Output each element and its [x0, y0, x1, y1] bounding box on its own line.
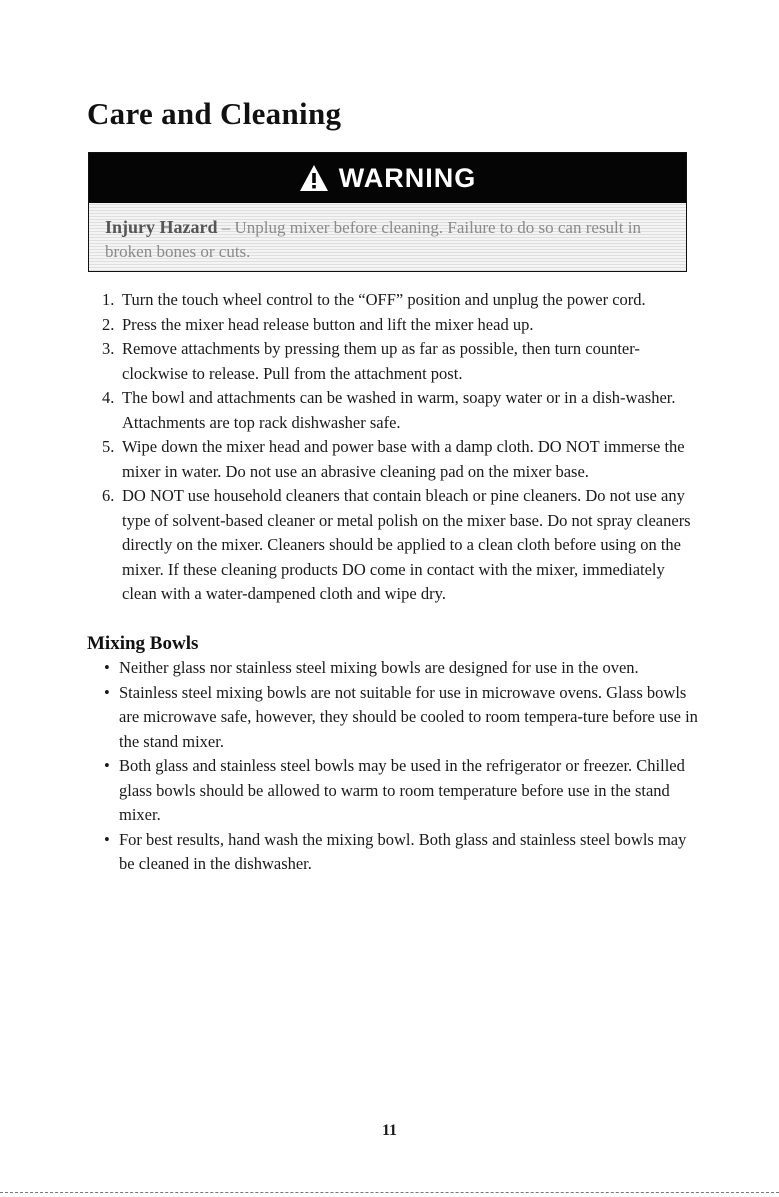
warning-body [89, 203, 686, 271]
bullet-text: Both glass and stainless steel bowls may be used in the refrigerator or freezer. Chilled glass bowls should be allowed to warm to room temperature before use in the stand mixer. [119, 756, 685, 824]
list-item [102, 435, 702, 484]
warning-text: – Unplug mixer before cleaning. Failure to do so can result in broken bones or cuts. [105, 218, 641, 261]
warning-box [88, 152, 687, 272]
list-item [102, 484, 702, 607]
list-item [102, 386, 702, 435]
bullet-text: Stainless steel mixing bowls are not suitable for use in microwave ovens. Glass bowls are microwave safe, however, they should be cooled to room tempera-ture before use in the stand mixer. [119, 682, 698, 751]
mixing-bowls-list [102, 656, 702, 877]
step-number: 4. [102, 388, 115, 407]
mixing-bowls-heading: Mixing Bowls [87, 633, 199, 654]
bullet-icon: • [104, 756, 110, 775]
step-number: 3. [102, 339, 115, 358]
bullet-icon: • [104, 829, 110, 849]
bullet-text: For best results, hand wash the mixing bowl. Both glass and stainless steel bowls may be cleaned in the dishwasher. [119, 829, 687, 873]
list-item [102, 313, 702, 338]
step-text: Wipe down the mixer head and power base with a damp cloth. DO NOT immerse the mixer in water. Do not use an abrasive cleaning pad on the mixer base. [122, 437, 685, 481]
step-text: Press the mixer head release button and lift the mixer head up. [122, 314, 534, 334]
list-item [102, 337, 702, 386]
step-text: The bowl and attachments can be washed in warm, soapy water or in a dish-washer. Attachments are top rack dishwasher safe. [122, 388, 676, 432]
step-text: Turn the touch wheel control to the “OFF” position and unplug the power cord. [122, 290, 646, 309]
page-title: Care and Cleaning [87, 96, 342, 131]
step-number: 2. [102, 314, 115, 334]
bullet-icon: • [104, 682, 110, 702]
warning-term: Injury Hazard [105, 217, 218, 237]
step-text: DO NOT use household cleaners that contain bleach or pine cleaners. Do not use any type of solvent-based cleaner or metal polish on the mixer base. Do not spray cleaners directly on the mixer. Cleaners should be applied to a clean cloth before using on the mixer. If these cleaning products DO come in contact with the mixer, immediately clean with a water-dampened cloth and wipe dry. [122, 486, 691, 603]
cleaning-steps-list [102, 288, 702, 607]
warning-triangle-icon [299, 164, 329, 192]
list-item [102, 656, 702, 681]
step-number: 6. [102, 486, 115, 505]
step-number: 5. [102, 437, 115, 456]
warning-heading: WARNING [338, 162, 477, 193]
step-number: 1. [102, 290, 115, 309]
list-item [102, 681, 702, 755]
bullet-icon: • [104, 658, 110, 677]
step-text: Remove attachments by pressing them up as far as possible, then turn counter-clockwise to release. Pull from the attachment post. [122, 339, 640, 383]
list-item [102, 288, 702, 313]
bullet-text: Neither glass nor stainless steel mixing bowls are designed for use in the oven. [119, 658, 639, 677]
page-number: 11 [381, 1122, 398, 1139]
list-item [102, 828, 702, 877]
warning-header [89, 153, 686, 203]
list-item [102, 754, 702, 828]
page-divider [0, 1192, 779, 1193]
